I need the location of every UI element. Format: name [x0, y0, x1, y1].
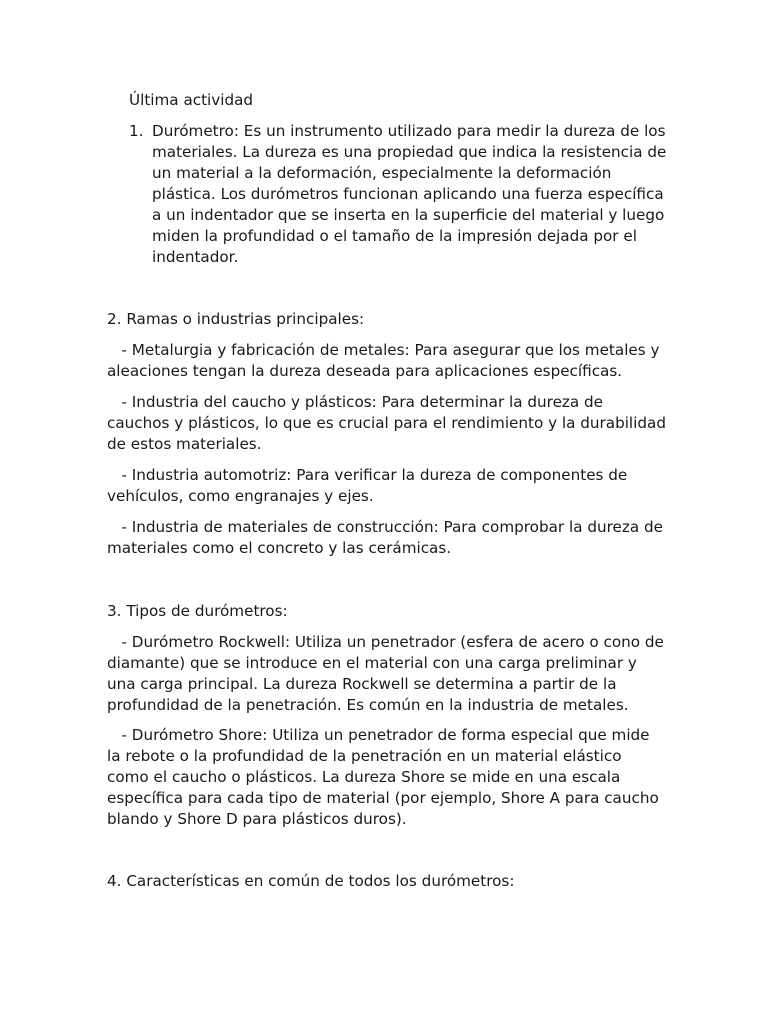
list-number: 1. [129, 122, 144, 140]
section-2-bullet-3: - Industria automotriz: Para verificar la dureza de componentes de vehículos, como engranajes y ejes. [107, 466, 633, 505]
section-2-bullet-4: - Industria de materiales de construcción: Para comprobar la dureza de materiales como el concreto y las cerámicas. [107, 518, 668, 557]
list-item-text: Durómetro: Es un instrumento utilizado para medir la dureza de los materiales. La dureza es una propiedad que indica la resistencia de un material a la deformación, especialmente la deformación plástica. Los durómetros funcionan aplicando una fuerza específica a un indentador que se inserta en la superficie del material y luego miden la profundidad o el tamaño de la impresión dejada por el indentador. [152, 122, 667, 266]
section-2-bullet-1: - Metalurgia y fabricación de metales: Para asegurar que los metales y aleaciones tengan la dureza deseada para aplicaciones específicas. [107, 341, 665, 380]
section-3-heading: 3. Tipos de durómetros: [107, 602, 288, 620]
section-3-bullet-2: - Durómetro Shore: Utiliza un penetrador de forma especial que mide la rebote o la profundidad de la penetración en un material elástico como el caucho o plásticos. La dureza Shore se mide en una escala específica para cada tipo de material (por ejemplo, Shore A para caucho blando y Shore D para plásticos duros). [107, 726, 664, 828]
section-3-bullet-1: - Durómetro Rockwell: Utiliza un penetrador (esfera de acero o cono de diamante) que se introduce en el material con una carga preliminar y una carga principal. La dureza Rockwell se determina a partir de la profundidad de la penetración. Es común en la industria de metales. [107, 633, 669, 714]
list-item-1 [129, 121, 669, 268]
section-2-heading: 2. Ramas o industrias principales: [107, 310, 365, 328]
document-title: Última actividad [129, 91, 254, 109]
section-4-heading: 4. Características en común de todos los durómetros: [107, 872, 515, 890]
section-2-bullet-2: - Industria del caucho y plásticos: Para determinar la dureza de cauchos y plásticos, lo que es crucial para el rendimiento y la durabilidad de estos materiales. [107, 393, 671, 453]
